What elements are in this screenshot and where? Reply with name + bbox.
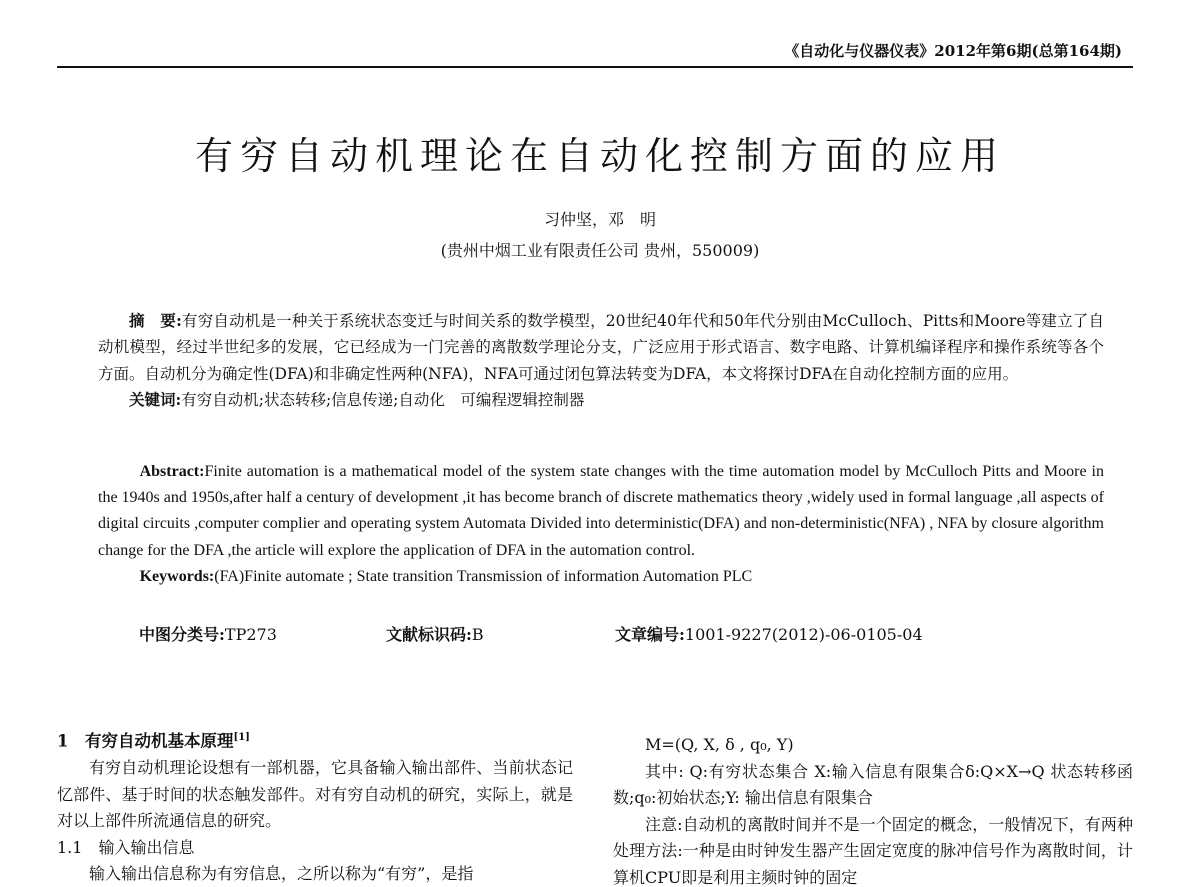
left-column [57, 725, 573, 887]
paper-title: 有穷自动机理论在自动化控制方面的应用 [194, 134, 1005, 178]
authors: 习仲坚，邓 明 [543, 210, 656, 229]
section-heading [57, 725, 573, 755]
keywords-en-paragraph [98, 564, 1104, 590]
right-paragraph-2: 注意:自动机的离散时间并不是一个固定的概念，一般情况下，有两种处理方法:一种是由时钟发生器产生固定宽度的脉冲信号作为离散时间，计算机CPU即是利用主频时钟的固定 [613, 814, 1133, 887]
keywords-zh-text: 有穷自动机;状态转移;信息传递;自动化 可编程逻辑控制器 [181, 391, 585, 410]
english-abstract [98, 459, 1104, 590]
section-heading-text: 1 有穷自动机基本原理 [57, 731, 234, 751]
abstract-en-text: Finite automation is a mathematical model of the system state changes with the time automation model by McCulloch Pitts and Moore in the 1940s and 1950s,after half a century of development ,it has become branch of discrete mathematics theory ,widely used in formal language ,all aspects of digital circuits ,computer complier and operating system Automata Divided into deterministic(DFA) and non-deterministic(NFA) , NFA by closure algorithm change for the DFA ,the article will explore the application of DFA in the automation control. [98, 463, 1104, 559]
right-column [613, 732, 1133, 887]
subsection-heading: 1.1 输入输出信息 [57, 837, 195, 857]
affiliation: (贵州中烟工业有限责任公司 贵州，550009) [440, 241, 760, 260]
article-value: 1001-9227(2012)-06-0105-04 [684, 625, 923, 644]
right-paragraph-1: 其中: Q:有穷状态集合 X:输入信息有限集合δ:Q×X→Q 状态转移函数;q₀:初始状态;Y: 输出信息有限集合 [613, 761, 1133, 807]
automaton-formula: M=(Q, X, δ , q₀, Y) [645, 735, 794, 754]
abstract-en-paragraph [98, 459, 1104, 564]
keywords-en-text: (FA)Finite automate ; State transition Transmission of information Automation PLC [214, 567, 753, 585]
heading-reference: [1] [233, 732, 250, 743]
left-paragraph-1: 有穷自动机理论设想有一部机器，它具备输入输出部件、当前状态记忆部件、基于时间的状态触发部件。对有穷自动机的研究，实际上，就是对以上部件所流通信息的研究。 [57, 758, 573, 830]
clc-value: TP273 [224, 625, 277, 644]
doc-label: 文献标识码: [386, 625, 472, 644]
doc-code [386, 622, 484, 645]
article-label: 文章编号: [615, 625, 685, 644]
abstract-zh-paragraph [98, 308, 1104, 387]
left-paragraph-2: 输入输出信息称为有穷信息，之所以称为“有穷”，是指 [89, 864, 474, 883]
clc-number [139, 622, 277, 645]
chinese-abstract [98, 308, 1104, 414]
article-number [615, 622, 923, 645]
keywords-zh-paragraph [98, 387, 1104, 413]
doc-value: B [471, 625, 484, 644]
abstract-zh-text: 有穷自动机是一种关于系统状态变迁与时间关系的数学模型，20世纪40年代和50年代分别由McCulloch、Pitts和Moore等建立了自动机模型，经过半世纪多的发展，它已经成为一门完善的离散数学理论分支，广泛应用于形式语言、数字电路、计算机编译程序和操作系统等各个方面。自动机分为确定性(DFA)和非确定性两种(NFA)，NFA可通过闭包算法转变为DFA，本文将探讨DFA在自动化控制方面的应用。 [98, 312, 1104, 383]
header-rule [57, 66, 1133, 68]
clc-label: 中图分类号: [139, 625, 225, 644]
journal-header: 《自动化与仪器仪表》2012年第6期(总第164期) [784, 42, 1122, 60]
abstract-zh-label: 摘 要: [129, 311, 182, 330]
keywords-zh-label: 关键词: [129, 390, 182, 410]
abstract-en-label: Abstract: [139, 463, 205, 480]
keywords-en-label: Keywords: [139, 567, 215, 585]
